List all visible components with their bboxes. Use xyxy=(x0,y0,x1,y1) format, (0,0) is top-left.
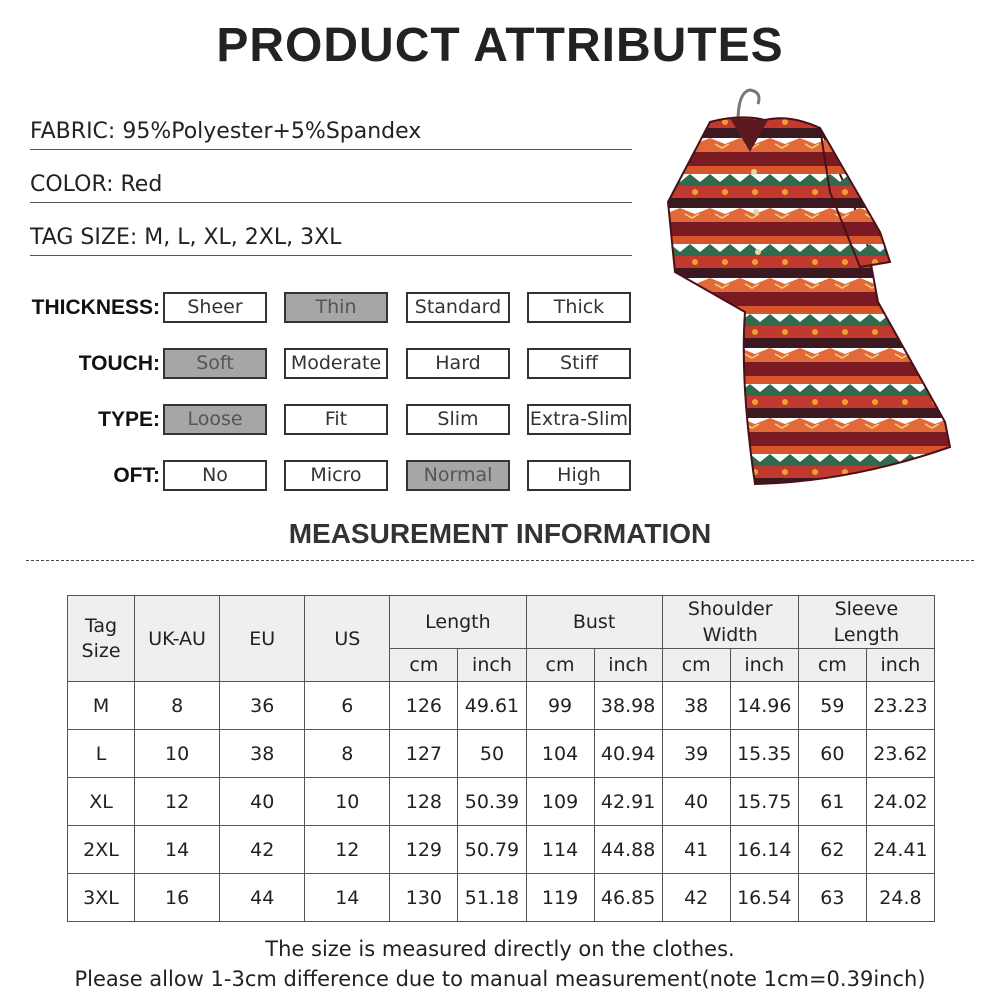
table-cell: 10 xyxy=(305,778,390,826)
thickness-option-thick: Thick xyxy=(527,292,631,323)
table-cell: 38 xyxy=(662,682,730,730)
table-cell: 40 xyxy=(662,778,730,826)
length-cm-header: cm xyxy=(390,649,458,682)
table-cell: 51.18 xyxy=(458,874,526,922)
table-cell: 24.02 xyxy=(866,778,934,826)
touch-option-stiff: Stiff xyxy=(527,348,631,379)
table-cell: 14.96 xyxy=(730,682,798,730)
table-cell: 129 xyxy=(390,826,458,874)
shoulder-width-header: Shoulder Width xyxy=(662,596,798,649)
table-cell: 63 xyxy=(798,874,866,922)
table-cell: 14 xyxy=(135,826,220,874)
touch-label: TOUCH: xyxy=(78,352,160,375)
table-cell: 38.98 xyxy=(594,682,662,730)
table-cell: 15.75 xyxy=(730,778,798,826)
bust-header: Bust xyxy=(526,596,662,649)
oft-label: OFT: xyxy=(113,464,160,487)
table-cell: 60 xyxy=(798,730,866,778)
table-cell: 128 xyxy=(390,778,458,826)
table-cell: L xyxy=(68,730,135,778)
table-cell: 40 xyxy=(220,778,305,826)
touch-option-soft: Soft xyxy=(163,348,267,379)
table-cell: 15.35 xyxy=(730,730,798,778)
table-cell: 99 xyxy=(526,682,594,730)
table-cell: 50 xyxy=(458,730,526,778)
note-measured: The size is measured directly on the clothes. xyxy=(265,937,735,961)
note-difference: Please allow 1-3cm difference due to manual measurement(note 1cm=0.39inch) xyxy=(74,967,926,991)
table-cell: 44 xyxy=(220,874,305,922)
table-cell: 41 xyxy=(662,826,730,874)
size-table xyxy=(67,595,935,922)
table-cell: 50.79 xyxy=(458,826,526,874)
oft-option-normal: Normal xyxy=(406,460,510,491)
table-cell: 23.23 xyxy=(866,682,934,730)
table-cell: 49.61 xyxy=(458,682,526,730)
thickness-option-standard: Standard xyxy=(406,292,510,323)
length-inch-header: inch xyxy=(458,649,526,682)
table-cell: 40.94 xyxy=(594,730,662,778)
table-row xyxy=(68,778,935,826)
table-cell: 10 xyxy=(135,730,220,778)
type-option-extra-slim: Extra-Slim xyxy=(527,404,631,435)
thickness-option-thin: Thin xyxy=(284,292,388,323)
table-cell: 8 xyxy=(305,730,390,778)
oft-option-micro: Micro xyxy=(284,460,388,491)
table-cell: 12 xyxy=(135,778,220,826)
thickness-option-sheer: Sheer xyxy=(163,292,267,323)
table-cell: 46.85 xyxy=(594,874,662,922)
table-cell: 130 xyxy=(390,874,458,922)
table-cell: 8 xyxy=(135,682,220,730)
touch-option-hard: Hard xyxy=(406,348,510,379)
type-option-slim: Slim xyxy=(406,404,510,435)
table-cell: 59 xyxy=(798,682,866,730)
table-cell: 23.62 xyxy=(866,730,934,778)
tag-size-header: Tag Size xyxy=(68,596,135,682)
type-option-fit: Fit xyxy=(284,404,388,435)
type-option-loose: Loose xyxy=(163,404,267,435)
table-cell: 109 xyxy=(526,778,594,826)
table-cell: 16.14 xyxy=(730,826,798,874)
table-cell: 126 xyxy=(390,682,458,730)
table-cell: 39 xyxy=(662,730,730,778)
table-cell: 16.54 xyxy=(730,874,798,922)
thickness-label: THICKNESS: xyxy=(31,296,160,319)
tag-size-attribute: TAG SIZE: M, L, XL, 2XL, 3XL xyxy=(30,223,632,256)
table-cell: 42.91 xyxy=(594,778,662,826)
table-cell: XL xyxy=(68,778,135,826)
fabric-attribute: FABRIC: 95%Polyester+5%Spandex xyxy=(30,117,632,150)
table-cell: 127 xyxy=(390,730,458,778)
table-cell: 6 xyxy=(305,682,390,730)
bust-inch-header: inch xyxy=(594,649,662,682)
table-row xyxy=(68,826,935,874)
sleeve-cm-header: cm xyxy=(798,649,866,682)
touch-option-moderate: Moderate xyxy=(284,348,388,379)
table-row xyxy=(68,874,935,922)
table-cell: M xyxy=(68,682,135,730)
table-cell: 38 xyxy=(220,730,305,778)
table-row xyxy=(68,730,935,778)
table-cell: 61 xyxy=(798,778,866,826)
table-cell: 42 xyxy=(662,874,730,922)
dashed-divider xyxy=(26,560,974,561)
page-title: PRODUCT ATTRIBUTES xyxy=(216,19,784,72)
table-cell: 50.39 xyxy=(458,778,526,826)
table-cell: 36 xyxy=(220,682,305,730)
table-cell: 24.41 xyxy=(866,826,934,874)
shoulder-cm-header: cm xyxy=(662,649,730,682)
color-attribute: COLOR: Red xyxy=(30,170,632,203)
oft-option-no: No xyxy=(163,460,267,491)
table-cell: 42 xyxy=(220,826,305,874)
table-cell: 24.8 xyxy=(866,874,934,922)
type-label: TYPE: xyxy=(98,408,160,431)
sleeve-inch-header: inch xyxy=(866,649,934,682)
length-header: Length xyxy=(390,596,526,649)
table-cell: 119 xyxy=(526,874,594,922)
product-dress-image xyxy=(650,82,960,492)
table-cell: 16 xyxy=(135,874,220,922)
uk-au-header: UK-AU xyxy=(135,596,220,682)
table-cell: 2XL xyxy=(68,826,135,874)
table-cell: 3XL xyxy=(68,874,135,922)
bust-cm-header: cm xyxy=(526,649,594,682)
table-cell: 104 xyxy=(526,730,594,778)
table-row xyxy=(68,682,935,730)
oft-option-high: High xyxy=(527,460,631,491)
measurement-title: MEASUREMENT INFORMATION xyxy=(288,518,712,549)
table-cell: 14 xyxy=(305,874,390,922)
shoulder-inch-header: inch xyxy=(730,649,798,682)
table-cell: 62 xyxy=(798,826,866,874)
sleeve-length-header: Sleeve Length xyxy=(798,596,934,649)
eu-header: EU xyxy=(220,596,305,682)
table-cell: 44.88 xyxy=(594,826,662,874)
table-cell: 114 xyxy=(526,826,594,874)
table-cell: 12 xyxy=(305,826,390,874)
us-header: US xyxy=(305,596,390,682)
